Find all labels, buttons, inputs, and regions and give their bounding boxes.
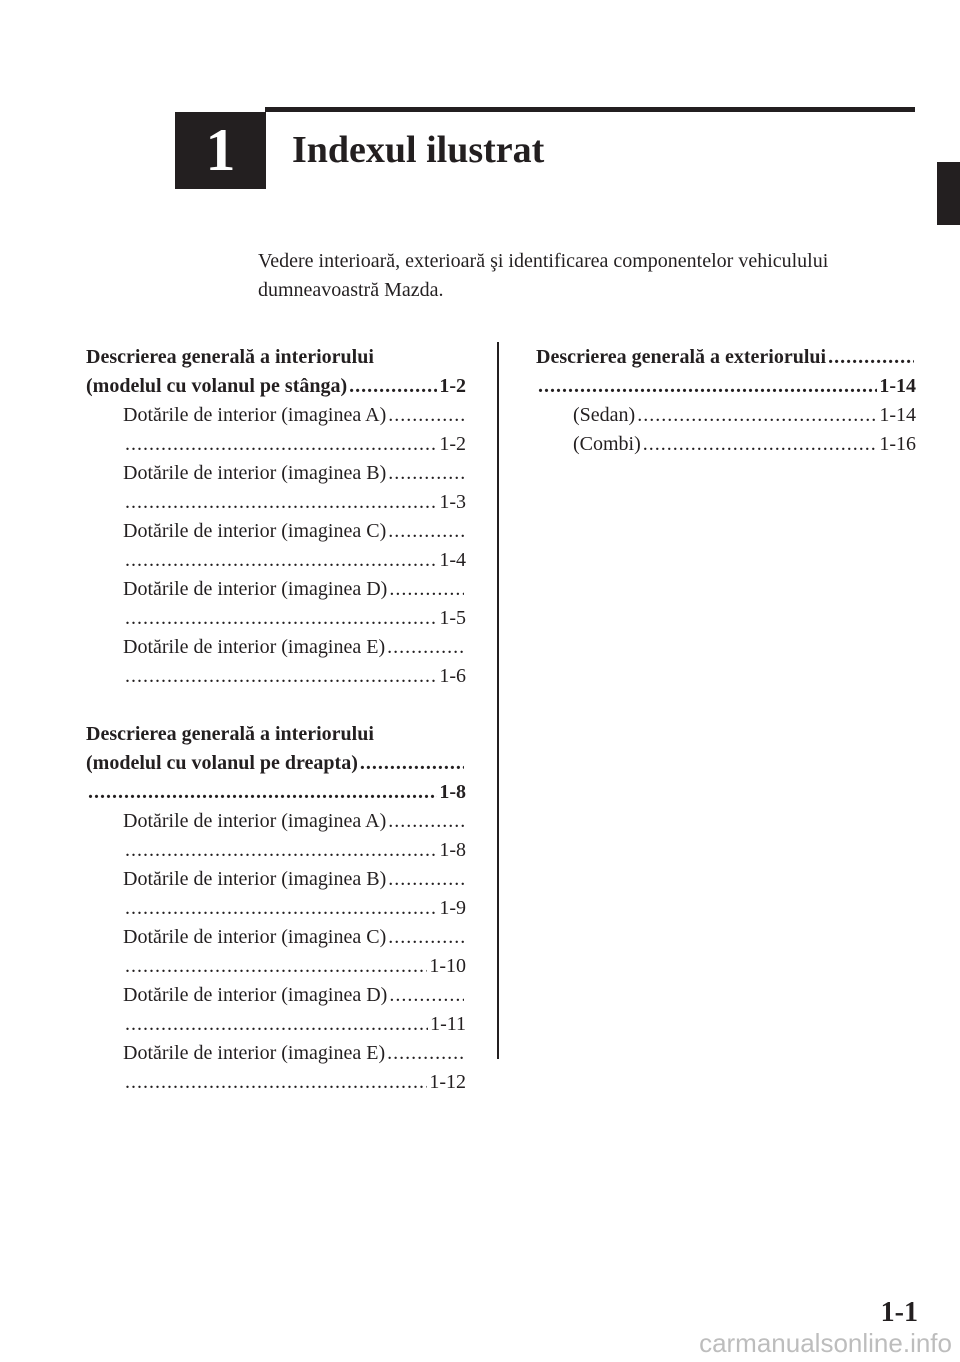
- toc-entry-label[interactable]: Dotările de interior (imaginea C) .....: [86, 923, 466, 952]
- toc-entry-label[interactable]: Dotările de interior (imaginea E) .....: [86, 1039, 466, 1068]
- toc-heading-link[interactable]: Descrierea generală a exteriorului .....: [536, 343, 916, 372]
- page-ref: 1-8: [439, 839, 466, 861]
- toc-heading: Descrierea generală a interiorului: [86, 346, 374, 368]
- page-ref: 1-11: [430, 1013, 466, 1035]
- toc-entry-label[interactable]: Dotările de interior (imaginea B) .....: [86, 459, 466, 488]
- toc-heading-page[interactable]: [536, 372, 916, 401]
- page-ref: 1-9: [439, 897, 466, 919]
- toc-entry-page[interactable]: [86, 430, 466, 459]
- toc-heading: Descrierea generală a interiorului: [86, 723, 374, 745]
- chapter-title: Indexul ilustrat: [292, 129, 545, 171]
- toc-entry-label[interactable]: Dotările de interior (imaginea D) .....: [86, 981, 466, 1010]
- toc-entry-page[interactable]: [86, 662, 466, 691]
- toc-entry-page[interactable]: [86, 952, 466, 981]
- page-ref: 1-6: [439, 665, 466, 687]
- toc-entry-page[interactable]: [86, 836, 466, 865]
- toc-entry-page[interactable]: [86, 546, 466, 575]
- header-rule: [265, 107, 915, 112]
- toc-entry[interactable]: (Sedan) ..... 1-14: [536, 401, 916, 430]
- toc-entry-page[interactable]: [86, 488, 466, 517]
- intro-line: Vedere interioară, exterioară şi identificarea componentelor vehiculului: [258, 250, 829, 272]
- toc-entry[interactable]: (Combi) ..... 1-16: [536, 430, 916, 459]
- column-divider: [497, 342, 499, 1059]
- page-ref: 1-10: [429, 955, 466, 977]
- toc-entry-label[interactable]: Dotările de interior (imaginea D) .....: [86, 575, 466, 604]
- chapter-thumb-tab: [937, 162, 960, 225]
- chapter-number: 1: [205, 117, 236, 183]
- page-ref: 1-4: [439, 549, 466, 571]
- page-ref: 1-12: [429, 1071, 466, 1093]
- toc-entry-label[interactable]: Dotările de interior (imaginea E) .....: [86, 633, 466, 662]
- intro-line: dumneavoastră Mazda.: [258, 279, 444, 301]
- page-ref: 1-5: [439, 607, 466, 629]
- toc-heading-link[interactable]: (modelul cu volanul pe stânga) ..... 1-2: [86, 372, 466, 401]
- toc-entry-page[interactable]: [86, 1068, 466, 1097]
- toc-right-column: [536, 343, 916, 459]
- toc-entry-page[interactable]: [86, 604, 466, 633]
- watermark: carmanualsonline.info: [699, 1328, 952, 1358]
- toc-entry-page[interactable]: [86, 894, 466, 923]
- page-ref: 1-2: [439, 433, 466, 455]
- page-ref: 1-2: [439, 375, 466, 397]
- toc-left-column: [86, 343, 466, 1097]
- page-ref: 1-3: [439, 491, 466, 513]
- toc-entry-page[interactable]: [86, 1010, 466, 1039]
- page-ref: 1-14: [879, 375, 916, 397]
- chapter-number-box: [175, 112, 266, 189]
- toc-entry-label[interactable]: Dotările de interior (imaginea A) .....: [86, 401, 466, 430]
- toc-heading-page[interactable]: [86, 778, 466, 807]
- page-ref: 1-16: [879, 433, 916, 455]
- toc-entry-label[interactable]: Dotările de interior (imaginea B) .....: [86, 865, 466, 894]
- toc-entry-label[interactable]: Dotările de interior (imaginea A) .....: [86, 807, 466, 836]
- page-ref: 1-8: [439, 781, 466, 803]
- chapter-intro: [258, 247, 918, 305]
- toc-entry-label[interactable]: Dotările de interior (imaginea C) .....: [86, 517, 466, 546]
- page-number: 1-1: [880, 1297, 918, 1328]
- toc-heading-link[interactable]: (modelul cu volanul pe dreapta) .....: [86, 749, 466, 778]
- page-ref: 1-14: [879, 404, 916, 426]
